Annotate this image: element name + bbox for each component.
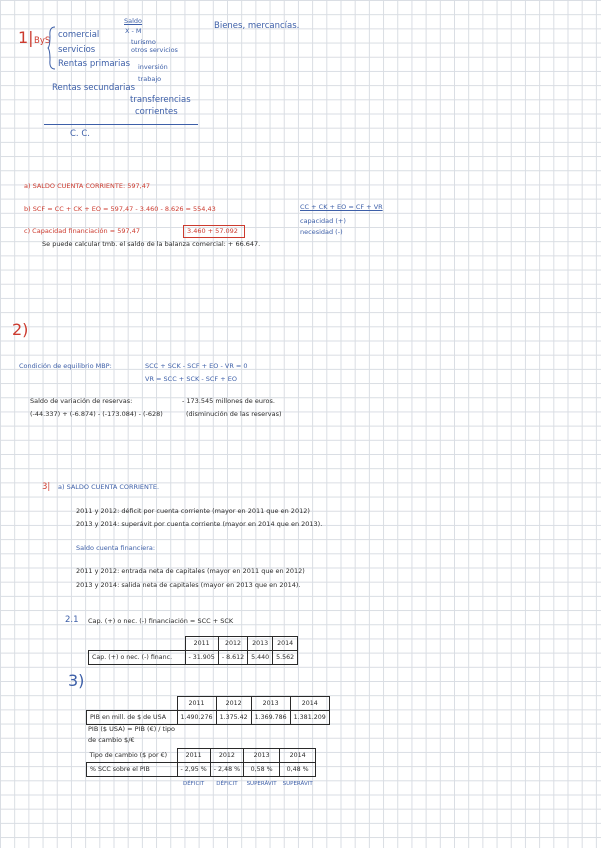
t1-cell-1: - 8.612 [218,651,247,665]
pib-note-2: de cambio $/€ [88,736,135,744]
t3-header-1: 2012 [210,749,243,763]
bys-label: ByS [34,36,51,46]
t3-status-1: DÉFICIT [216,780,238,787]
table-financiacion [88,636,298,665]
t2-header-2: 2013 [251,697,290,711]
t3-cell-2: 0,58 % [244,763,280,777]
inversion-label: inversión [138,63,168,71]
cc-label: C. C. [70,129,90,139]
section-1-number: 1| [18,28,34,47]
section-3-number: 3| [42,482,51,492]
t3-header-3: 2014 [280,749,316,763]
saldo-note: Saldo [124,17,143,25]
t3-cell-1: - 2,48 % [210,763,243,777]
rentas-primarias-label: Rentas primarias [58,59,131,69]
t3-header-0: 2011 [177,749,210,763]
section-3a-title: a) SALDO CUENTA CORRIENTE. [58,483,160,491]
rentas-secundarias-label: Rentas secundarias [52,83,136,93]
t2-header-1: 2012 [216,697,251,711]
corrientes-label: corrientes [135,107,178,117]
answer-b: b) SCF = CC + CK + EO = 597,47 - 3.460 - 8.626 = 554,43 [24,205,216,213]
condicion-eq1: SCC + SCK - SCF + EO - VR = 0 [145,362,248,370]
saldo-reservas-desc: (disminución de las reservas) [186,410,282,418]
t2-row-label: PIB en mill. de $ de USA [87,711,178,725]
xm-label: X - M [125,27,142,35]
t3-header-2: 2013 [244,749,280,763]
left-brace [47,26,57,70]
table-pib [86,696,330,725]
t2-header-0: 2011 [177,697,216,711]
section-3a-line2: 2013 y 2014: superávit por cuenta corriente (mayor en 2014 que en 2013). [76,520,323,528]
saldo-reservas-label: Saldo de variación de reservas: [30,397,133,405]
identity-note: CC + CK + EO = CF + VR [300,203,383,211]
t1-cell-0: - 31.905 [185,651,218,665]
t3-status-3: SUPERÁVIT [282,780,313,787]
sum-line [44,124,198,125]
part-b-number: 2.1 [65,615,79,625]
saldo-reservas-value: - 173.545 millones de euros. [182,397,275,405]
necesidad-note: necesidad (-) [300,228,343,236]
t1-row-label: Cap. (+) o nec. (-) financ. [89,651,186,665]
turismo-label: turismo [131,38,156,46]
t2-cell-2: 1.369.786 [251,711,290,725]
condicion-label: Condición de equilibrio MBP: [19,362,112,370]
transferencias-label: transferencias [130,95,191,105]
answer-c-boxed: 3.460 + 57.092 [187,227,238,235]
answer-c: c) Capacidad financiación = 597,47 [24,227,140,235]
saldo-reservas-calc: (-44.337) + (-6.874) - (-173.084) - (-628) [30,410,163,418]
t2-cell-1: 1.375.42 [216,711,251,725]
section-3a-line1: 2011 y 2012: déficit por cuenta corriente (mayor en 2011 que en 2012) [76,507,310,515]
t3-row-label: % SCC sobre el PIB [87,763,178,777]
fin-title: Saldo cuenta financiera: [76,544,156,552]
fin-line2: 2013 y 2014: salida neta de capitales (mayor en 2013 que en 2014). [76,581,301,589]
t1-header-0: 2011 [185,637,218,651]
answer-c-note: Se puede calcular tmb. el saldo de la balanza comercial: + 66.647. [42,240,261,248]
top-note: Bienes, mercancías. [214,21,300,31]
t3-cell-0: - 2,95 % [177,763,210,777]
pib-note-1: PIB ($ USA) = PIB (€) / tipo [88,725,176,733]
section-2-number: 2) [12,320,29,339]
answer-a: a) SALDO CUENTA CORRIENTE: 597,47 [24,182,150,190]
trabajo-label: trabajo [138,75,162,83]
table-scc-pib [86,748,316,790]
condicion-eq2: VR = SCC + SCK - SCF + EO [145,375,237,383]
part-c-number: 3) [68,671,85,690]
capacidad-note: capacidad (+) [300,217,346,225]
t3-status-0: DÉFICIT [182,780,205,787]
t3-status-2: SUPERÁVIT [246,780,277,787]
t2-header-3: 2014 [290,697,329,711]
t3-cell-3: 0,48 % [280,763,316,777]
t2-cell-3: 1.381.209 [290,711,329,725]
comercial-label: comercial [58,30,100,40]
otros-servicios-label: otros servicios [131,46,178,54]
t3-caption: Tipo de cambio ($ por €) [89,751,168,759]
t1-header-3: 2014 [273,637,298,651]
part-b-text: Cap. (+) o nec. (-) financiación = SCC + SCK [88,617,234,625]
t1-header-1: 2012 [218,637,247,651]
t1-header-2: 2013 [248,637,273,651]
servicios-label: servicios [58,45,96,55]
fin-line1: 2011 y 2012: entrada neta de capitales (mayor en 2011 que en 2012) [76,567,305,575]
t2-cell-0: 1.490.276 [177,711,216,725]
t1-cell-3: 5.562 [273,651,298,665]
t1-cell-2: 5.440 [248,651,273,665]
